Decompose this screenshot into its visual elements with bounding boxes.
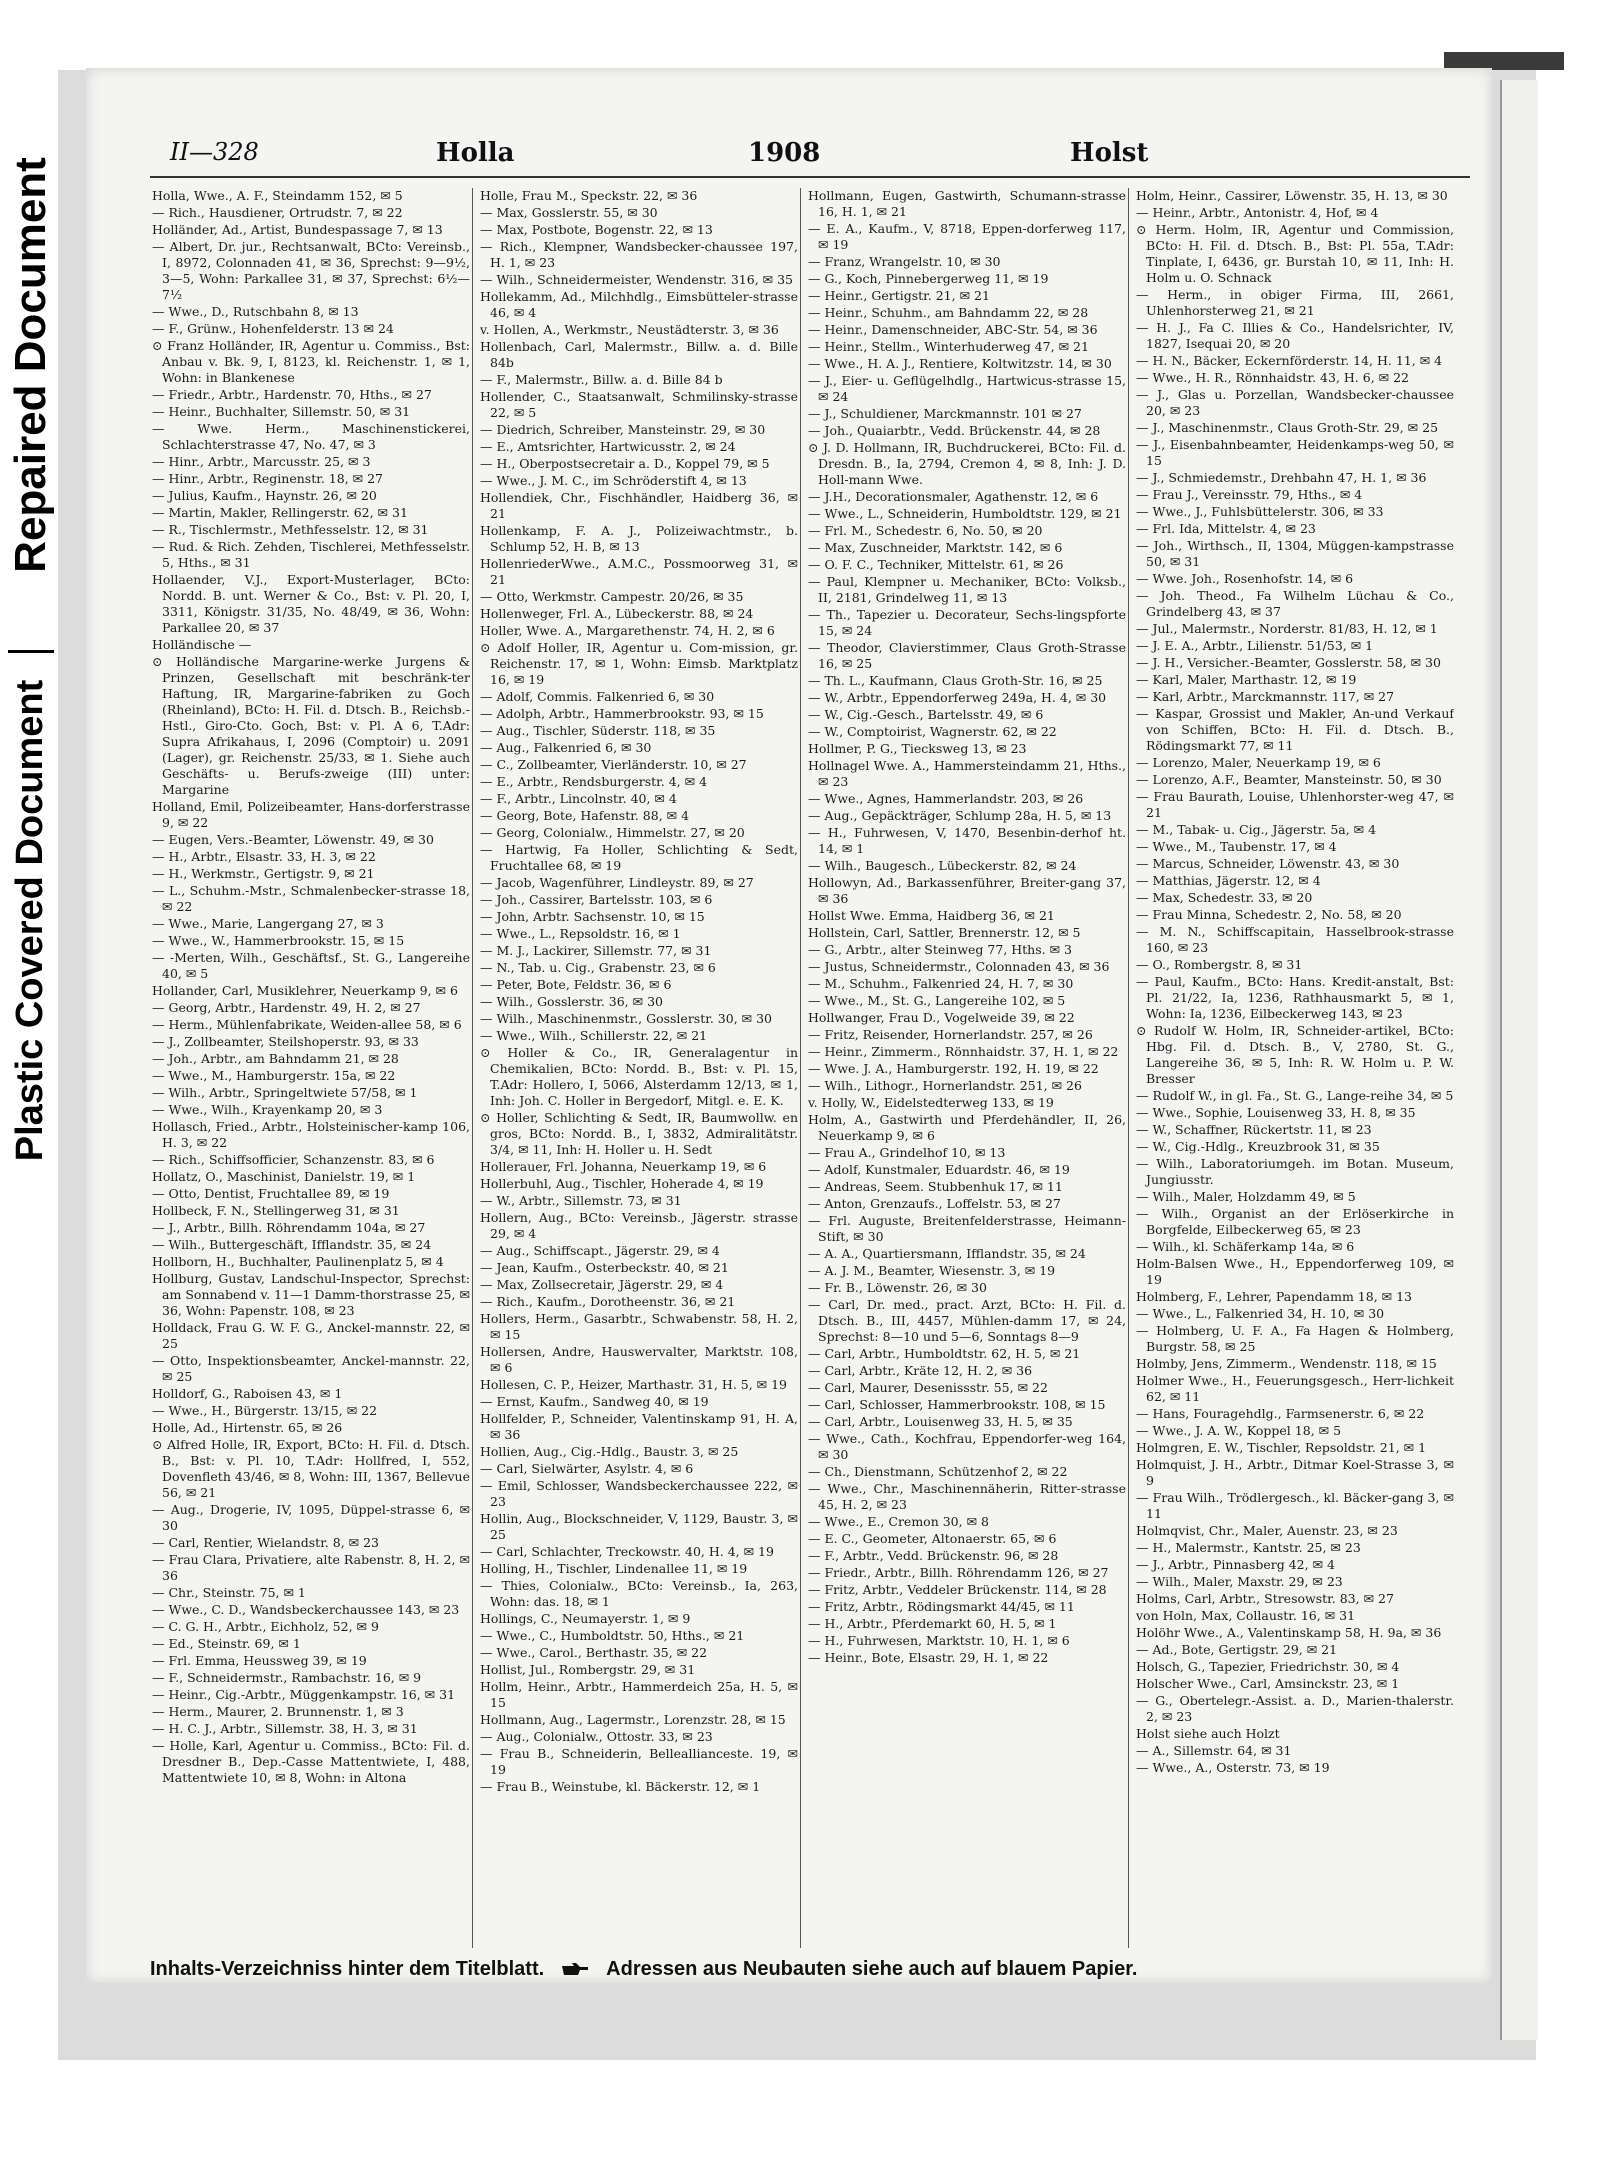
footer-index-note: Inhalts-Verzeichniss hinter dem Titelblatt. bbox=[150, 1958, 545, 1980]
header-first-name: Holla bbox=[436, 138, 515, 168]
directory-entry: — Wwe., Wilh., Schillerstr. 22, ✉ 21 bbox=[480, 1028, 708, 1043]
directory-entry: — Wwe., W., Hammerbrookstr. 15, ✉ 15 bbox=[152, 933, 405, 948]
directory-entry: — Wwe., M., St. G., Langereihe 102, ✉ 5 bbox=[808, 993, 1066, 1008]
directory-entry: — Wwe., M., Taubenstr. 17, ✉ 4 bbox=[1136, 839, 1337, 854]
directory-entry: — -Merten, Wilh., Geschäftsf., St. G., Langereihe 40, ✉ 5 bbox=[152, 950, 470, 981]
directory-entry: Holldorf, G., Raboisen 43, ✉ 1 bbox=[152, 1386, 343, 1401]
directory-entry: — J., Arbtr., Billh. Röhrendamm 104a, ✉ 27 bbox=[152, 1220, 426, 1235]
directory-entry: — Hinr., Arbtr., Reginenstr. 18, ✉ 27 bbox=[152, 471, 383, 486]
directory-entry: — Wilh., Maschinenmstr., Gosslerstr. 30, ✉ 30 bbox=[480, 1011, 772, 1026]
directory-entry: — Frau A., Grindelhof 10, ✉ 13 bbox=[808, 1145, 1006, 1160]
directory-entry: — Ch., Dienstmann, Schützenhof 2, ✉ 22 bbox=[808, 1464, 1068, 1479]
directory-entry: ⊙ Herm. Holm, IR, Agentur und Commission, BCto: H. Fil. d. Dtsch. B., Bst: Pl. 55a, T.Adr: Tinplate, I, 6436, gr. Burstah 10, ✉ 11, Inh: H. Holm u. O. Schnack bbox=[1136, 222, 1454, 285]
directory-entry: — Wwe. Joh., Rosenhofstr. 14, ✉ 6 bbox=[1136, 571, 1354, 586]
directory-entry: — Max, Postbote, Bogenstr. 22, ✉ 13 bbox=[480, 222, 713, 237]
directory-entry: — Wwe., E., Cremon 30, ✉ 8 bbox=[808, 1514, 989, 1529]
directory-entry: Holmquist, J. H., Arbtr., Ditmar Koel-Strasse 3, ✉ 9 bbox=[1136, 1457, 1454, 1488]
directory-entry: — Rud. & Rich. Zehden, Tischlerei, Methfesselstr. 5, Hths., ✉ 31 bbox=[152, 539, 470, 570]
directory-entry: — J., Eier- u. Geflügelhdlg., Hartwicus-strasse 15, ✉ 24 bbox=[808, 373, 1126, 404]
directory-entry: Holländer, Ad., Artist, Bundespassage 7, ✉ 13 bbox=[152, 222, 443, 237]
directory-entry: — Wilh., kl. Schäferkamp 14a, ✉ 6 bbox=[1136, 1239, 1355, 1254]
directory-entry: — A., Sillemstr. 64, ✉ 31 bbox=[1136, 1743, 1292, 1758]
directory-entry: — Otto, Dentist, Fruchtallee 89, ✉ 19 bbox=[152, 1186, 390, 1201]
directory-entry: — W., Arbtr., Eppendorferweg 249a, H. 4, ✉ 30 bbox=[808, 690, 1107, 705]
directory-entry: — Holle, Karl, Agentur u. Commiss., BCto: Fil. d. Dresdner B., Dep.-Casse Mattentwiete, I, 488, Mattentwiete 10, ✉ 8, Wohn: in Altona bbox=[152, 1738, 470, 1785]
directory-entry: — Wilh., Buttergeschäft, Ifflandstr. 35, ✉ 24 bbox=[152, 1237, 432, 1252]
directory-entry: — H. N., Bäcker, Eckernförderstr. 14, H. 11, ✉ 4 bbox=[1136, 353, 1443, 368]
directory-entry: — Ed., Steinstr. 69, ✉ 1 bbox=[152, 1636, 301, 1651]
directory-entry: — J., Glas u. Porzellan, Wandsbecker-chaussee 20, ✉ 23 bbox=[1136, 387, 1454, 418]
directory-entry: Hollm, Heinr., Arbtr., Hammerdeich 25a, H. 5, ✉ 15 bbox=[480, 1679, 798, 1710]
directory-entry: — John, Arbtr. Sachsenstr. 10, ✉ 15 bbox=[480, 909, 705, 924]
directory-entry: — Wwe., L., Repsoldstr. 16, ✉ 1 bbox=[480, 926, 681, 941]
directory-entry: — F., Malermstr., Billw. a. d. Bille 84 b bbox=[480, 372, 723, 387]
directory-entry: Holla, Wwe., A. F., Steindamm 152, ✉ 5 bbox=[152, 188, 403, 203]
directory-entry: Hollmann, Eugen, Gastwirth, Schumann-strasse 16, H. 1, ✉ 21 bbox=[808, 188, 1126, 219]
directory-entry: Hollendiek, Chr., Fischhändler, Haidberg 36, ✉ 21 bbox=[480, 490, 798, 521]
directory-entry: — Peter, Bote, Feldstr. 36, ✉ 6 bbox=[480, 977, 672, 992]
directory-entry: — Max, Zuschneider, Marktstr. 142, ✉ 6 bbox=[808, 540, 1063, 555]
directory-entry: Holländische — bbox=[152, 637, 252, 652]
directory-entry: — Joh. Theod., Fa Wilhelm Lüchau & Co., Grindelberg 43, ✉ 37 bbox=[1136, 588, 1454, 619]
directory-entry: Hollekamm, Ad., Milchhdlg., Eimsbütteler-strasse 46, ✉ 4 bbox=[480, 289, 798, 320]
directory-entry: — Adolph, Arbtr., Hammerbrookstr. 93, ✉ 15 bbox=[480, 706, 764, 721]
directory-entry: ⊙ Holler, Schlichting & Sedt, IR, Baumwollw. en gros, BCto: Nordd. B., I, 3832, Admiralitätstr. 3/4, ✉ 11, Inh: H. Holler u. H. Sedt bbox=[480, 1110, 798, 1157]
directory-entry: — H. C. J., Arbtr., Sillemstr. 38, H. 3, ✉ 31 bbox=[152, 1721, 418, 1736]
directory-entry: — Karl, Maler, Marthastr. 12, ✉ 19 bbox=[1136, 672, 1357, 687]
directory-entry: Holling, H., Tischler, Lindenallee 11, ✉ 19 bbox=[480, 1561, 748, 1576]
directory-entry: Hollbeck, F. N., Stellingerweg 31, ✉ 31 bbox=[152, 1203, 400, 1218]
directory-entry: — Wwe., Sophie, Louisenweg 33, H. 8, ✉ 35 bbox=[1136, 1105, 1416, 1120]
directory-entry: — H., Arbtr., Elsastr. 33, H. 3, ✉ 22 bbox=[152, 849, 376, 864]
directory-entry: — Justus, Schneidermstr., Colonnaden 43, ✉ 36 bbox=[808, 959, 1110, 974]
directory-entry: Hollaender, V.J., Export-Musterlager, BCto: Nordd. B. unt. Werner & Co., Bst: v. Pl. 20, I, 3311, Königstr. 31/35, No. 48/49, ✉ 36, Wohn: Parkallee 20, ✉ 37 bbox=[152, 572, 470, 635]
directory-entry: — Heinr., Stellm., Winterhuderweg 47, ✉ 21 bbox=[808, 339, 1089, 354]
directory-entry: — Frau Baurath, Louise, Uhlenhorster-weg 47, ✉ 21 bbox=[1136, 789, 1454, 820]
directory-entry: — A. A., Quartiersmann, Ifflandstr. 35, ✉ 24 bbox=[808, 1246, 1086, 1261]
directory-entry: — Carl, Maurer, Desenissstr. 55, ✉ 22 bbox=[808, 1380, 1048, 1395]
directory-entry: Holm-Balsen Wwe., H., Eppendorferweg 109, ✉ 19 bbox=[1136, 1256, 1454, 1287]
directory-entry: — M. N., Schiffscapitain, Hasselbrook-strasse 160, ✉ 23 bbox=[1136, 924, 1454, 955]
directory-entry: — F., Grünw., Hohenfelderstr. 13 ✉ 24 bbox=[152, 321, 394, 336]
directory-entry: — Joh., Wirthsch., II, 1304, Müggen-kampstrasse 50, ✉ 31 bbox=[1136, 538, 1454, 569]
directory-entry: — Rich., Klempner, Wandsbecker-chaussee 197, H. 1, ✉ 23 bbox=[480, 239, 798, 270]
directory-entry: — Frau J., Vereinsstr. 79, Hths., ✉ 4 bbox=[1136, 487, 1363, 502]
directory-entry: Hollstein, Carl, Sattler, Brennerstr. 12, ✉ 5 bbox=[808, 925, 1081, 940]
directory-entry: — Anton, Grenzaufs., Loffelstr. 53, ✉ 27 bbox=[808, 1196, 1061, 1211]
directory-entry: — Wwe., Chr., Maschinennäherin, Ritter-strasse 45, H. 2, ✉ 23 bbox=[808, 1481, 1126, 1512]
directory-entry: Holmqvist, Chr., Maler, Auenstr. 23, ✉ 23 bbox=[1136, 1523, 1398, 1538]
directory-entry: — J., Maschinenmstr., Claus Groth-Str. 29, ✉ 25 bbox=[1136, 420, 1439, 435]
directory-entry: — Thies, Colonialw., BCto: Vereinsb., Ia, 263, Wohn: das. 18, ✉ 1 bbox=[480, 1578, 798, 1609]
directory-entry: — J., Schmiedemstr., Drehbahn 47, H. 1, ✉ 36 bbox=[1136, 470, 1427, 485]
directory-entry: — Wilh., Baugesch., Lübeckerstr. 82, ✉ 24 bbox=[808, 858, 1077, 873]
directory-entry: — Hans, Fouragehdlg., Farmsenerstr. 6, ✉ 22 bbox=[1136, 1406, 1425, 1421]
directory-entry: — J., Arbtr., Pinnasberg 42, ✉ 4 bbox=[1136, 1557, 1335, 1572]
directory-entry: Hollatz, O., Maschinist, Danielstr. 19, ✉ 1 bbox=[152, 1169, 416, 1184]
directory-entry: — Georg, Arbtr., Hardenstr. 49, H. 2, ✉ 27 bbox=[152, 1000, 421, 1015]
directory-entry: — Frau B., Schneiderin, Belleallianceste. 19, ✉ 19 bbox=[480, 1746, 798, 1777]
directory-entry: — J. E. A., Arbtr., Lilienstr. 51/53, ✉ 1 bbox=[1136, 638, 1374, 653]
directory-entry: — Matthias, Jägerstr. 12, ✉ 4 bbox=[1136, 873, 1321, 888]
directory-entry: — Franz, Wrangelstr. 10, ✉ 30 bbox=[808, 254, 1001, 269]
directory-entry: — Emil, Schlosser, Wandsbeckerchaussee 222, ✉ 23 bbox=[480, 1478, 798, 1509]
pointing-hand-icon bbox=[560, 1961, 590, 1979]
directory-entry: Hollesen, C. P., Heizer, Marthastr. 31, H. 5, ✉ 19 bbox=[480, 1377, 788, 1392]
directory-entry: — Diedrich, Schreiber, Mansteinstr. 29, ✉ 30 bbox=[480, 422, 766, 437]
directory-entry: — Paul, Kaufm., BCto: Hans. Kredit-anstalt, Bst: Pl. 21/22, Ia, 1236, Rathhausmarkt 5, ✉ 1, Wohn: Ia, 1236, Eilbeckerweg 143, ✉ 23 bbox=[1136, 974, 1454, 1021]
directory-entry: — Martin, Makler, Rellingerstr. 62, ✉ 31 bbox=[152, 505, 408, 520]
directory-entry: — Frl. Ida, Mittelstr. 4, ✉ 23 bbox=[1136, 521, 1316, 536]
directory-entry: ⊙ Holländische Margarine-werke Jurgens & Prinzen, Gesellschaft mit beschränk-ter Haftung, IR, Margarine-fabriken zu Goch (Rheinland), BCto: H. Fil. d. Dtsch. B., Reichsb.-Hstl., Giro-Cto. Goch, Bst: v. Pl. A 6, T.Adr: Supra Afrikahaus, I, 2096 (Comptoir) u. 2091 (Lager), gr. Reichenstr. 25/33, ✉ 1. Siehe auch Geschäfts- u. Berufs-zweige (III) unter: Margarine bbox=[152, 654, 470, 797]
directory-entry: Hollmer, P. G., Tiecksweg 13, ✉ 23 bbox=[808, 741, 1027, 756]
directory-entry: Hollings, C., Neumayerstr. 1, ✉ 9 bbox=[480, 1611, 691, 1626]
directory-entry: — E. C., Geometer, Altonaerstr. 65, ✉ 6 bbox=[808, 1531, 1057, 1546]
directory-entry: — G., Koch, Pinnebergerweg 11, ✉ 19 bbox=[808, 271, 1049, 286]
directory-entry: — Wwe. J. A., Hamburgerstr. 192, H. 19, ✉ 22 bbox=[808, 1061, 1099, 1076]
directory-entry: — Fr. B., Löwenstr. 26, ✉ 30 bbox=[808, 1280, 987, 1295]
directory-entry: Hollerbuhl, Aug., Tischler, Hoherade 4, ✉ 19 bbox=[480, 1176, 764, 1191]
directory-entry: — Carl, Arbtr., Kräte 12, H. 2, ✉ 36 bbox=[808, 1363, 1033, 1378]
directory-entry: — J. H., Versicher.-Beamter, Gosslerstr. 58, ✉ 30 bbox=[1136, 655, 1441, 670]
directory-entry: — Rich., Hausdiener, Ortrudstr. 7, ✉ 22 bbox=[152, 205, 403, 220]
directory-entry: — Marcus, Schneider, Löwenstr. 43, ✉ 30 bbox=[1136, 856, 1400, 871]
directory-entry: — Heinr., Schuhm., am Bahndamm 22, ✉ 28 bbox=[808, 305, 1089, 320]
column-divider bbox=[1128, 188, 1129, 1948]
directory-entry: ⊙ Rudolf W. Holm, IR, Schneider-artikel, BCto: Hbg. Fil. d. Dtsch. B., V, 2780, St. G., Langereihe 36, ✉ 5, Inh: R. W. Holm u. P. W. Bresser bbox=[1136, 1023, 1454, 1086]
directory-entry: von Holn, Max, Collaustr. 16, ✉ 31 bbox=[1136, 1608, 1356, 1623]
repaired-document-label: Repaired Document bbox=[6, 157, 56, 573]
directory-entry: ⊙ Alfred Holle, IR, Export, BCto: H. Fil. d. Dtsch. B., Bst: v. Pl. 10, T.Adr: Hollfred, I, 552, Dovenfleth 43/46, ✉ 8, Wohn: III, 1367, Bellevue 56, ✉ 21 bbox=[152, 1437, 470, 1500]
column-divider bbox=[800, 188, 801, 1948]
directory-entry: — Frau B., Weinstube, kl. Bäckerstr. 12, ✉ 1 bbox=[480, 1779, 761, 1794]
directory-entry: — Heinr., Damenschneider, ABC-Str. 54, ✉ 36 bbox=[808, 322, 1098, 337]
directory-entry: — Rich., Kaufm., Dorotheenstr. 36, ✉ 21 bbox=[480, 1294, 736, 1309]
directory-entry: Hollenbach, Carl, Malermstr., Billw. a. d. Bille 84b bbox=[480, 339, 798, 370]
directory-entry: — Wwe., J. A. W., Koppel 18, ✉ 5 bbox=[1136, 1423, 1342, 1438]
directory-entry: — Friedr., Arbtr., Billh. Röhrendamm 126, ✉ 27 bbox=[808, 1565, 1109, 1580]
directory-entry: — Aug., Gepäckträger, Schlump 28a, H. 5, ✉ 13 bbox=[808, 808, 1112, 823]
directory-entry: — Theodor, Clavierstimmer, Claus Groth-Strasse 16, ✉ 25 bbox=[808, 640, 1126, 671]
directory-entry: — Kaspar, Grossist und Makler, An-und Verkauf von Schiffen, BCto: H. Fil. d. Dtsch. B., Rödingsmarkt 77, ✉ 11 bbox=[1136, 706, 1454, 753]
directory-entry: — F., Arbtr., Vedd. Brückenstr. 96, ✉ 28 bbox=[808, 1548, 1059, 1563]
directory-entry: — H. J., Fa C. Illies & Co., Handelsrichter, IV, 1827, Isequai 20, ✉ 20 bbox=[1136, 320, 1454, 351]
directory-entry: — Wwe., D., Rutschbahn 8, ✉ 13 bbox=[152, 304, 359, 319]
directory-entry: v. Hollen, A., Werkmstr., Neustädterstr. 3, ✉ 36 bbox=[480, 322, 779, 337]
directory-entry: — H., Werkmstr., Gertigstr. 9, ✉ 21 bbox=[152, 866, 375, 881]
directory-entry: Hollers, Herm., Gasarbtr., Schwabenstr. 58, H. 2, ✉ 15 bbox=[480, 1311, 798, 1342]
directory-entry: Holldack, Frau G. W. F. G., Anckel-mannstr. 22, ✉ 25 bbox=[152, 1320, 470, 1351]
directory-entry: — Max, Schedestr. 33, ✉ 20 bbox=[1136, 890, 1313, 905]
directory-entry: Hollburg, Gustav, Landschul-Inspector, Sprechst: am Sonnabend v. 11—1 Damm-thorstrasse 25, ✉ 36, Wohn: Papenstr. 108, ✉ 23 bbox=[152, 1271, 470, 1318]
directory-entry: — Heinr., Cig.-Arbtr., Müggenkampstr. 16, ✉ 31 bbox=[152, 1687, 456, 1702]
directory-entry: — Aug., Colonialw., Ottostr. 33, ✉ 23 bbox=[480, 1729, 713, 1744]
directory-entry: Holland, Emil, Polizeibeamter, Hans-dorferstrasse 9, ✉ 22 bbox=[152, 799, 470, 830]
directory-entry: — Fritz, Arbtr., Rödingsmarkt 44/45, ✉ 11 bbox=[808, 1599, 1075, 1614]
directory-entry: — W., Comptoirist, Wagnerstr. 62, ✉ 22 bbox=[808, 724, 1057, 739]
directory-entry: — Wwe., H., Bürgerstr. 13/15, ✉ 22 bbox=[152, 1403, 378, 1418]
directory-entry: Hollasch, Fried., Arbtr., Holsteinischer-kamp 106, H. 3, ✉ 22 bbox=[152, 1119, 470, 1150]
directory-entry: — Wilh., Arbtr., Springeltwiete 57/58, ✉ 1 bbox=[152, 1085, 418, 1100]
directory-entry: — Heinr., Zimmerm., Rönnhaidstr. 37, H. 1, ✉ 22 bbox=[808, 1044, 1119, 1059]
directory-entry: — F., Schneidermstr., Rambachstr. 16, ✉ 9 bbox=[152, 1670, 422, 1685]
directory-entry: ⊙ Adolf Holler, IR, Agentur u. Com-mission, gr. Reichenstr. 17, ✉ 1, Wohn: Eimsb. Marktplatz 16, ✉ 19 bbox=[480, 640, 798, 687]
directory-entry: — J., Schuldiener, Marckmannstr. 101 ✉ 27 bbox=[808, 406, 1082, 421]
directory-entry: — Adolf, Commis. Falkenried 6, ✉ 30 bbox=[480, 689, 715, 704]
directory-entry: — Wwe., C., Humboldtstr. 50, Hths., ✉ 21 bbox=[480, 1628, 745, 1643]
directory-entry: — Rudolf W., in gl. Fa., St. G., Lange-reihe 34, ✉ 5 bbox=[1136, 1088, 1454, 1103]
directory-entry: — F., Arbtr., Lincolnstr. 40, ✉ 4 bbox=[480, 791, 677, 806]
directory-entry: — E. A., Kaufm., V, 8718, Eppen-dorferweg 117, ✉ 19 bbox=[808, 221, 1126, 252]
directory-entry: — M., Schuhm., Falkenried 24, H. 7, ✉ 30 bbox=[808, 976, 1074, 991]
directory-entry: — Jean, Kaufm., Osterbeckstr. 40, ✉ 21 bbox=[480, 1260, 729, 1275]
directory-entry: Holst siehe auch Holzt bbox=[1136, 1726, 1280, 1741]
directory-entry: — Herm., Maurer, 2. Brunnenstr. 1, ✉ 3 bbox=[152, 1704, 404, 1719]
directory-entry: Holöhr Wwe., A., Valentinskamp 58, H. 9a, ✉ 36 bbox=[1136, 1625, 1442, 1640]
side-label-divider bbox=[8, 650, 54, 653]
directory-entry: — W., Schaffner, Rückertstr. 11, ✉ 23 bbox=[1136, 1122, 1372, 1137]
directory-entry: — Holmberg, U. F. A., Fa Hagen & Holmberg, Burgstr. 58, ✉ 25 bbox=[1136, 1323, 1454, 1354]
directory-entry: — Max, Zollsecretair, Jägerstr. 29, ✉ 4 bbox=[480, 1277, 724, 1292]
directory-entry: Hollowyn, Ad., Barkassenführer, Breiter-gang 37, ✉ 36 bbox=[808, 875, 1126, 906]
directory-entry: — Herm., Mühlenfabrikate, Weiden-allee 58, ✉ 6 bbox=[152, 1017, 462, 1032]
directory-entry: Hollmann, Aug., Lagermstr., Lorenzstr. 28, ✉ 15 bbox=[480, 1712, 786, 1727]
directory-entry: — M. J., Lackirer, Sillemstr. 77, ✉ 31 bbox=[480, 943, 712, 958]
directory-entry: — W., Cig.-Hdlg., Kreuzbrook 31, ✉ 35 bbox=[1136, 1139, 1380, 1154]
directory-entry: ⊙ Franz Holländer, IR, Agentur u. Commiss., Bst: Anbau v. Bk. 9, I, 8123, kl. Reichenstr. 1, ✉ 1, Wohn: in Blankenese bbox=[152, 338, 470, 385]
directory-entry: — Ernst, Kaufm., Sandweg 40, ✉ 19 bbox=[480, 1394, 709, 1409]
directory-entry: — Georg, Colonialw., Himmelstr. 27, ✉ 20 bbox=[480, 825, 745, 840]
directory-entry: Hollborn, H., Buchhalter, Paulinenplatz 5, ✉ 4 bbox=[152, 1254, 444, 1269]
directory-entry: — Otto, Werkmstr. Campestr. 20/26, ✉ 35 bbox=[480, 589, 744, 604]
directory-entry: — C., Zollbeamter, Vierländerstr. 10, ✉ 27 bbox=[480, 757, 747, 772]
column-divider bbox=[472, 188, 473, 1948]
directory-entry: — Wwe., J. M. C., im Schröderstift 4, ✉ 13 bbox=[480, 473, 747, 488]
directory-entry: Holsch, G., Tapezier, Friedrichstr. 30, ✉ 4 bbox=[1136, 1659, 1400, 1674]
directory-entry: — Carl, Schlosser, Hammerbrookstr. 108, ✉ 15 bbox=[808, 1397, 1106, 1412]
directory-entry: — Frl. Auguste, Breitenfelderstrasse, Heimann-Stift, ✉ 30 bbox=[808, 1213, 1126, 1244]
directory-entry: — Th. L., Kaufmann, Claus Groth-Str. 16, ✉ 25 bbox=[808, 673, 1103, 688]
directory-entry: — Andreas, Seem. Stubbenhuk 17, ✉ 11 bbox=[808, 1179, 1063, 1194]
directory-entry: Holler, Wwe. A., Margarethenstr. 74, H. 2, ✉ 6 bbox=[480, 623, 775, 638]
directory-entry: — H., Fuhrwesen, Marktstr. 10, H. 1, ✉ 6 bbox=[808, 1633, 1070, 1648]
directory-entry: — Wwe., A., Osterstr. 73, ✉ 19 bbox=[1136, 1760, 1330, 1775]
directory-entry: — Wwe., J., Fuhlsbüttelerstr. 306, ✉ 33 bbox=[1136, 504, 1384, 519]
directory-entry: — R., Tischlermstr., Methfesselstr. 12, ✉ 31 bbox=[152, 522, 429, 537]
directory-entry: — Georg, Bote, Hafenstr. 88, ✉ 4 bbox=[480, 808, 690, 823]
directory-entry: Hollst Wwe. Emma, Haidberg 36, ✉ 21 bbox=[808, 908, 1055, 923]
directory-entry: Hollenkamp, F. A. J., Polizeiwachtmstr., b. Schlump 52, H. B, ✉ 13 bbox=[480, 523, 798, 554]
directory-entry: — Chr., Steinstr. 75, ✉ 1 bbox=[152, 1585, 306, 1600]
directory-entry: — Wwe., Cath., Kochfrau, Eppendorfer-weg 164, ✉ 30 bbox=[808, 1431, 1126, 1462]
directory-entry: — Wilh., Maler, Holzdamm 49, ✉ 5 bbox=[1136, 1189, 1356, 1204]
directory-entry: — Carl, Schlachter, Treckowstr. 40, H. 4, ✉ 19 bbox=[480, 1544, 774, 1559]
directory-entry: — Wwe., H. A. J., Rentiere, Koltwitzstr. 14, ✉ 30 bbox=[808, 356, 1112, 371]
directory-entry: — Frl. Emma, Heussweg 39, ✉ 19 bbox=[152, 1653, 367, 1668]
header-rule bbox=[150, 176, 1470, 178]
directory-entry: — N., Tab. u. Cig., Grabenstr. 23, ✉ 6 bbox=[480, 960, 716, 975]
directory-entry: — Carl, Arbtr., Louisenweg 33, H. 5, ✉ 35 bbox=[808, 1414, 1073, 1429]
directory-entry: — Otto, Inspektionsbeamter, Anckel-mannstr. 22, ✉ 25 bbox=[152, 1353, 470, 1384]
directory-entry: — H., Fuhrwesen, V, 1470, Besenbin-derhof ht. 14, ✉ 1 bbox=[808, 825, 1126, 856]
directory-entry: — M., Tabak- u. Cig., Jägerstr. 5a, ✉ 4 bbox=[1136, 822, 1377, 837]
directory-entry: — Rich., Schiffsofficier, Schanzenstr. 83, ✉ 6 bbox=[152, 1152, 435, 1167]
directory-entry: — Wwe., H. R., Rönnhaidstr. 43, H. 6, ✉ 22 bbox=[1136, 370, 1409, 385]
directory-entry: Holmberg, F., Lehrer, Papendamm 18, ✉ 13 bbox=[1136, 1289, 1413, 1304]
directory-entry: — Ad., Bote, Gertigstr. 29, ✉ 21 bbox=[1136, 1642, 1338, 1657]
page-footer bbox=[150, 1958, 1470, 1981]
directory-entry: Hollin, Aug., Blockschneider, V, 1129, Baustr. 3, ✉ 25 bbox=[480, 1511, 798, 1542]
directory-entry: ⊙ Holler & Co., IR, Generalagentur in Chemikalien, BCto: Nordd. B., Bst: v. Pl. 15, T.Adr: Hollero, I, 5066, Alsterdamm 12/13, ✉ 1, Inh: Joh. C. Holler in Bergedorf, Mitgl. e. E. K. bbox=[480, 1045, 798, 1108]
directory-entry: — Lorenzo, A.F., Beamter, Mansteinstr. 50, ✉ 30 bbox=[1136, 772, 1442, 787]
directory-column-1 bbox=[152, 188, 470, 1948]
directory-entry: — Heinr., Gertigstr. 21, ✉ 21 bbox=[808, 288, 990, 303]
directory-entry: Hollern, Aug., BCto: Vereinsb., Jägerstr. strasse 29, ✉ 4 bbox=[480, 1210, 798, 1241]
directory-entry: — Fritz, Reisender, Hornerlandstr. 257, ✉ 26 bbox=[808, 1027, 1093, 1042]
directory-entry: — Frau Clara, Privatiere, alte Rabenstr. 8, H. 2, ✉ 36 bbox=[152, 1552, 470, 1583]
directory-entry: — Wilh., Maler, Maxstr. 29, ✉ 23 bbox=[1136, 1574, 1343, 1589]
directory-entry: Hollender, C., Staatsanwalt, Schmilinsky-strasse 22, ✉ 5 bbox=[480, 389, 798, 420]
directory-entry: — Wilh., Laboratoriumgeh. im Botan. Museum, Jungiusstr. bbox=[1136, 1156, 1454, 1187]
directory-entry: Hollist, Jul., Rombergstr. 29, ✉ 31 bbox=[480, 1662, 696, 1677]
directory-entry: — Herm., in obiger Firma, III, 2661, Uhlenhorsterweg 21, ✉ 21 bbox=[1136, 287, 1454, 318]
directory-entry: — Th., Tapezier u. Decorateur, Sechs-lingspforte 15, ✉ 24 bbox=[808, 607, 1126, 638]
directory-entry: ⊙ J. D. Hollmann, IR, Buchdruckerei, BCto: Fil. d. Dresdn. B., Ia, 2794, Cremon 4, ✉ 8, Inh: J. D. Holl-mann Wwe. bbox=[808, 440, 1126, 487]
directory-entry: Hollerauer, Frl. Johanna, Neuerkamp 19, ✉ 6 bbox=[480, 1159, 767, 1174]
directory-entry: — H., Oberpostsecretair a. D., Koppel 79, ✉ 5 bbox=[480, 456, 770, 471]
directory-entry: — Carl, Arbtr., Humboldtstr. 62, H. 5, ✉ 21 bbox=[808, 1346, 1081, 1361]
directory-entry: Hollenweger, Frl. A., Lübeckerstr. 88, ✉ 24 bbox=[480, 606, 754, 621]
directory-entry: Hollwanger, Frau D., Vogelweide 39, ✉ 22 bbox=[808, 1010, 1075, 1025]
directory-entry: — H., Malermstr., Kantstr. 25, ✉ 23 bbox=[1136, 1540, 1361, 1555]
directory-entry: — Heinr., Buchhalter, Sillemstr. 50, ✉ 31 bbox=[152, 404, 411, 419]
directory-entry: — Paul, Klempner u. Mechaniker, BCto: Volksb., II, 2181, Grindelweg 11, ✉ 13 bbox=[808, 574, 1126, 605]
directory-entry: — E., Arbtr., Rendsburgerstr. 4, ✉ 4 bbox=[480, 774, 708, 789]
directory-entry: — Joh., Quaiarbtr., Vedd. Brückenstr. 44, ✉ 28 bbox=[808, 423, 1101, 438]
directory-entry: — Frau Minna, Schedestr. 2, No. 58, ✉ 20 bbox=[1136, 907, 1402, 922]
directory-entry: — Albert, Dr. jur., Rechtsanwalt, BCto: Vereinsb., I, 8972, Colonnaden 41, ✉ 36, Sprechst: 9—9½, 3—5, Wohn: Parkallee 31, ✉ 37, Sprechst: 6½—7½ bbox=[152, 239, 470, 302]
directory-entry: v. Holly, W., Eidelstedterweg 133, ✉ 19 bbox=[808, 1095, 1054, 1110]
directory-entry: — Frau Wilh., Trödlergesch., kl. Bäcker-gang 3, ✉ 11 bbox=[1136, 1490, 1454, 1521]
directory-entry: Hollfelder, P., Schneider, Valentinskamp 91, H. A, ✉ 36 bbox=[480, 1411, 798, 1442]
directory-entry: — Frl. M., Schedestr. 6, No. 50, ✉ 20 bbox=[808, 523, 1043, 538]
directory-column-4 bbox=[1136, 188, 1454, 1948]
directory-entry: Holmgren, E. W., Tischler, Repsoldstr. 21, ✉ 1 bbox=[1136, 1440, 1427, 1455]
directory-entry: Hollien, Aug., Cig.-Hdlg., Baustr. 3, ✉ 25 bbox=[480, 1444, 739, 1459]
directory-entry: — Max, Gosslerstr. 55, ✉ 30 bbox=[480, 205, 658, 220]
directory-entry: — Aug., Drogerie, IV, 1095, Düppel-strasse 6, ✉ 30 bbox=[152, 1502, 470, 1533]
directory-entry: — Jacob, Wagenführer, Lindleystr. 89, ✉ 27 bbox=[480, 875, 754, 890]
directory-entry: — Carl, Sielwärter, Asylstr. 4, ✉ 6 bbox=[480, 1461, 694, 1476]
directory-entry: Hollersen, Andre, Hauswervalter, Marktstr. 108, ✉ 6 bbox=[480, 1344, 798, 1375]
directory-entry: — O. F. C., Techniker, Mittelstr. 61, ✉ 26 bbox=[808, 557, 1064, 572]
directory-entry: — Jul., Malermstr., Norderstr. 81/83, H. 12, ✉ 1 bbox=[1136, 621, 1438, 636]
directory-entry: — Joh., Arbtr., am Bahndamm 21, ✉ 28 bbox=[152, 1051, 399, 1066]
directory-entry: — Julius, Kaufm., Haynstr. 26, ✉ 20 bbox=[152, 488, 377, 503]
directory-entry: — Wilh., Gosslerstr. 36, ✉ 30 bbox=[480, 994, 663, 1009]
directory-entry: — Aug., Falkenried 6, ✉ 30 bbox=[480, 740, 652, 755]
directory-entry: Holms, Carl, Arbtr., Stresowstr. 83, ✉ 27 bbox=[1136, 1591, 1394, 1606]
directory-entry: — J., Eisenbahnbeamter, Heidenkamps-weg 50, ✉ 15 bbox=[1136, 437, 1454, 468]
directory-entry: — G., Arbtr., alter Steinweg 77, Hths. ✉ 3 bbox=[808, 942, 1072, 957]
directory-entry: — W., Cig.-Gesch., Bartelsstr. 49, ✉ 6 bbox=[808, 707, 1044, 722]
directory-entry: — Karl, Arbtr., Marckmannstr. 117, ✉ 27 bbox=[1136, 689, 1395, 704]
directory-entry: Holle, Frau M., Speckstr. 22, ✉ 36 bbox=[480, 188, 698, 203]
directory-entry: — Hartwig, Fa Holler, Schlichting & Sedt, Fruchtallee 68, ✉ 19 bbox=[480, 842, 798, 873]
directory-entry: Holmer Wwe., H., Feuerungsgesch., Herr-lichkeit 62, ✉ 11 bbox=[1136, 1373, 1454, 1404]
directory-entry: — Carl, Dr. med., pract. Arzt, BCto: H. Fil. d. Dtsch. B., III, 4457, Mühlen-damm 17, ✉ 24, Sprechst: 8—10 und 5—6, Sonntags 8—9 bbox=[808, 1297, 1126, 1344]
directory-entry: — Wwe., L., Falkenried 34, H. 10, ✉ 30 bbox=[1136, 1306, 1385, 1321]
directory-entry: — Lorenzo, Maler, Neuerkamp 19, ✉ 6 bbox=[1136, 755, 1381, 770]
directory-entry: — L., Schuhm.-Mstr., Schmalenbecker-strasse 18, ✉ 22 bbox=[152, 883, 470, 914]
directory-entry: — C. G. H., Arbtr., Eichholz, 52, ✉ 9 bbox=[152, 1619, 379, 1634]
directory-entry: — Aug., Tischler, Süderstr. 118, ✉ 35 bbox=[480, 723, 716, 738]
directory-entry: Holscher Wwe., Carl, Amsinckstr. 23, ✉ 1 bbox=[1136, 1676, 1400, 1691]
directory-entry: — Wilh., Lithogr., Hornerlandstr. 251, ✉ 26 bbox=[808, 1078, 1082, 1093]
directory-entry: Holle, Ad., Hirtenstr. 65, ✉ 26 bbox=[152, 1420, 343, 1435]
directory-entry: — E., Amtsrichter, Hartwicusstr. 2, ✉ 24 bbox=[480, 439, 736, 454]
directory-entry: Holmby, Jens, Zimmerm., Wendenstr. 118, ✉ 15 bbox=[1136, 1356, 1437, 1371]
directory-entry: — J.H., Decorationsmaler, Agathenstr. 12, ✉ 6 bbox=[808, 489, 1099, 504]
directory-entry: — Friedr., Arbtr., Hardenstr. 70, Hths., ✉ 27 bbox=[152, 387, 432, 402]
directory-entry: — Wwe. Herm., Maschinenstickerei, Schlachterstrasse 47, No. 47, ✉ 3 bbox=[152, 421, 470, 452]
footer-new-buildings-note: Adressen aus Neubauten siehe auch auf blauem Papier. bbox=[606, 1958, 1138, 1980]
header-last-name: Holst bbox=[1070, 138, 1149, 168]
directory-entry: — Joh., Cassirer, Bartelsstr. 103, ✉ 6 bbox=[480, 892, 713, 907]
directory-entry: HollenriederWwe., A.M.C., Possmoorweg 31, ✉ 21 bbox=[480, 556, 798, 587]
plastic-covered-label: Plastic Covered Document bbox=[9, 679, 52, 1161]
directory-entry: Holm, A., Gastwirth und Pferdehändler, II, 26, Neuerkamp 9, ✉ 6 bbox=[808, 1112, 1126, 1143]
directory-entry: — Heinr., Arbtr., Antonistr. 4, Hof, ✉ 4 bbox=[1136, 205, 1379, 220]
directory-entry: — Hinr., Arbtr., Marcusstr. 25, ✉ 3 bbox=[152, 454, 371, 469]
directory-entry: — Wwe., L., Schneiderin, Humboldtstr. 129, ✉ 21 bbox=[808, 506, 1122, 521]
directory-entry: — Wwe., Wilh., Krayenkamp 20, ✉ 3 bbox=[152, 1102, 383, 1117]
directory-entry: — Fritz, Arbtr., Veddeler Brückenstr. 114, ✉ 28 bbox=[808, 1582, 1107, 1597]
directory-entry: — A. J. M., Beamter, Wiesenstr. 3, ✉ 19 bbox=[808, 1263, 1056, 1278]
directory-entry: — Eugen, Vers.-Beamter, Löwenstr. 49, ✉ 30 bbox=[152, 832, 434, 847]
directory-entry: — Wwe., Carol., Berthastr. 35, ✉ 22 bbox=[480, 1645, 708, 1660]
directory-entry: — Wilh., Schneidermeister, Wendenstr. 316, ✉ 35 bbox=[480, 272, 794, 287]
directory-entry: — H., Arbtr., Pferdemarkt 60, H. 5, ✉ 1 bbox=[808, 1616, 1057, 1631]
directory-entry: Holm, Heinr., Cassirer, Löwenstr. 35, H. 13, ✉ 30 bbox=[1136, 188, 1448, 203]
header-year: 1908 bbox=[748, 138, 821, 168]
directory-entry: — O., Rombergstr. 8, ✉ 31 bbox=[1136, 957, 1303, 972]
directory-entry: Hollander, Carl, Musiklehrer, Neuerkamp 9, ✉ 6 bbox=[152, 983, 458, 998]
directory-entry: — W., Arbtr., Sillemstr. 73, ✉ 31 bbox=[480, 1193, 682, 1208]
directory-entry: Hollnagel Wwe. A., Hammersteindamm 21, Hths., ✉ 23 bbox=[808, 758, 1126, 789]
directory-entry: — Heinr., Bote, Elsastr. 29, H. 1, ✉ 22 bbox=[808, 1650, 1049, 1665]
page-number: II—328 bbox=[170, 138, 259, 166]
directory-entry: — Wwe., C. D., Wandsbeckerchaussee 143, ✉ 23 bbox=[152, 1602, 460, 1617]
directory-entry: — Wilh., Organist an der Erlöserkirche in Borgfelde, Eilbeckerweg 65, ✉ 23 bbox=[1136, 1206, 1454, 1237]
directory-entry: — Wwe., M., Hamburgerstr. 15a, ✉ 22 bbox=[152, 1068, 396, 1083]
directory-column-2 bbox=[480, 188, 798, 1948]
next-page-edge bbox=[1500, 80, 1538, 2040]
directory-entry: — Wwe., Marie, Langergang 27, ✉ 3 bbox=[152, 916, 384, 931]
directory-entry: — J., Zollbeamter, Steilshoperstr. 93, ✉ 33 bbox=[152, 1034, 419, 1049]
directory-entry: — Adolf, Kunstmaler, Eduardstr. 46, ✉ 19 bbox=[808, 1162, 1070, 1177]
directory-entry: — Aug., Schiffscapt., Jägerstr. 29, ✉ 4 bbox=[480, 1243, 720, 1258]
directory-entry: — Wwe., Agnes, Hammerlandstr. 203, ✉ 26 bbox=[808, 791, 1084, 806]
directory-entry: — G., Obertelegr.-Assist. a. D., Marien-thalerstr. 2, ✉ 23 bbox=[1136, 1693, 1454, 1724]
directory-column-3 bbox=[808, 188, 1126, 1948]
directory-entry: — Carl, Rentier, Wielandstr. 8, ✉ 23 bbox=[152, 1535, 380, 1550]
